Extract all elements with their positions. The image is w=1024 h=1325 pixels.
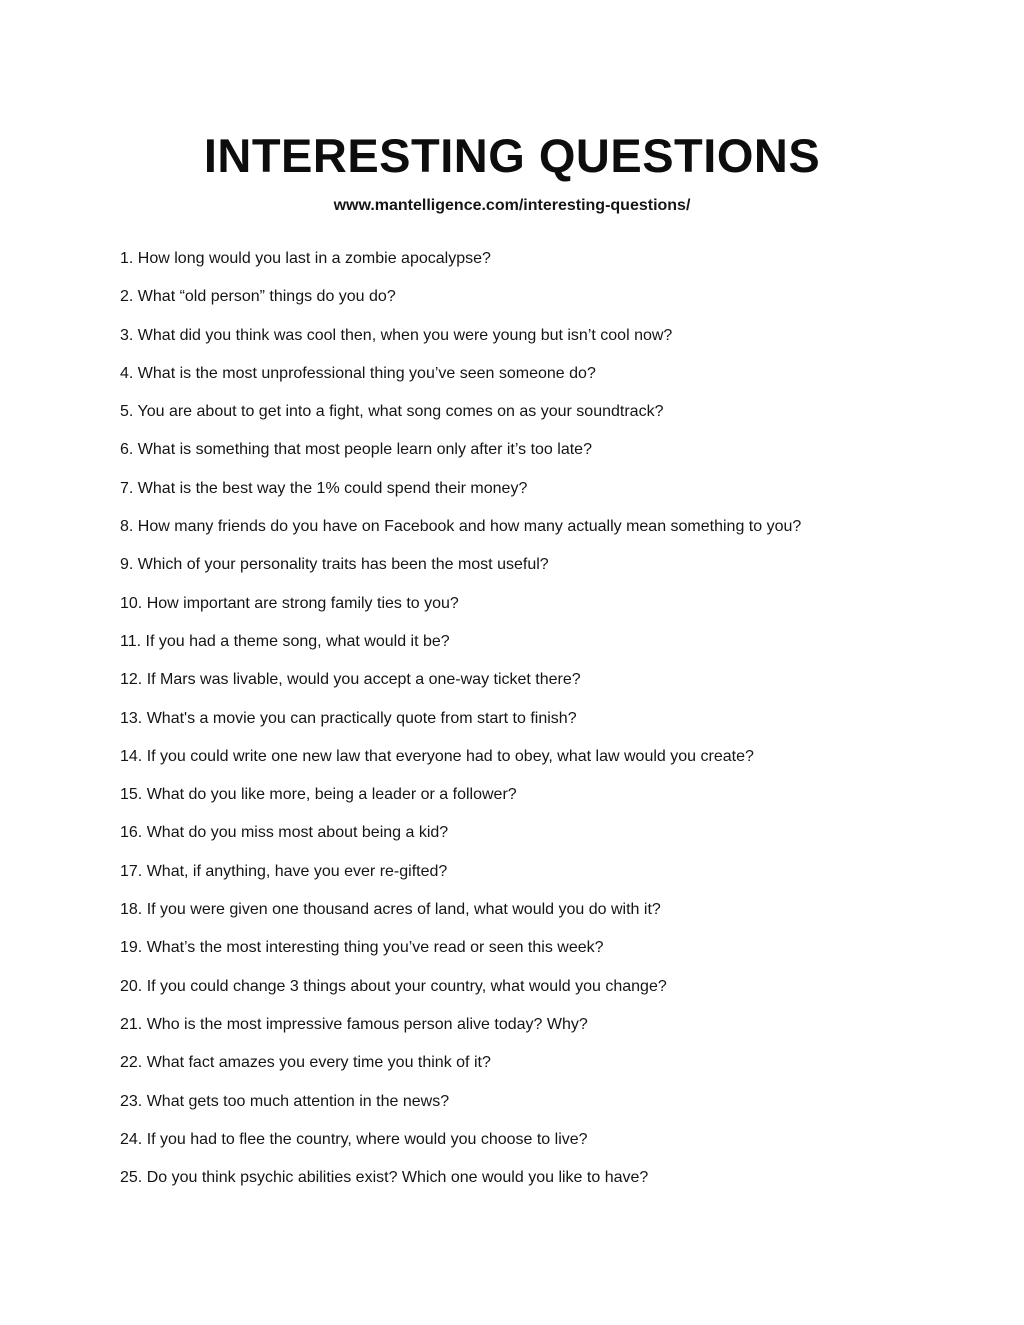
question-item: 11. If you had a theme song, what would it be? [120,632,450,650]
question-item: 23. What gets too much attention in the news? [120,1092,450,1110]
question-list [120,246,920,1203]
question-item: 4. What is the most unprofessional thing you’ve seen someone do? [120,364,596,382]
page-title: INTERESTING QUESTIONS [203,129,821,182]
question-item: 14. If you could write one new law that everyone had to obey, what law would you create? [120,747,754,765]
question-item: 25. Do you think psychic abilities exist? Which one would you like to have? [120,1169,649,1187]
question-item: 7. What is the best way the 1% could spend their money? [120,479,528,497]
question-item: 18. If you were given one thousand acres of land, what would you do with it? [120,901,661,919]
question-item: 13. What's a movie you can practically quote from start to finish? [120,709,577,727]
question-item: 20. If you could change 3 things about your country, what would you change? [120,977,667,995]
question-item: 12. If Mars was livable, would you accept a one-way ticket there? [120,671,581,689]
source-url: www.mantelligence.com/interesting-questions/ [333,197,691,214]
question-item: 19. What’s the most interesting thing you’ve read or seen this week? [120,939,604,957]
question-item: 3. What did you think was cool then, when you were young but isn’t cool now? [120,326,673,344]
question-item: 22. What fact amazes you every time you think of it? [120,1054,491,1072]
question-item: 24. If you had to flee the country, where would you choose to live? [120,1130,588,1148]
question-item: 1. How long would you last in a zombie apocalypse? [120,250,491,267]
question-item: 15. What do you like more, being a leader or a follower? [120,786,517,804]
question-item: 8. How many friends do you have on Facebook and how many actually mean something to you? [120,518,802,536]
question-item: 5. You are about to get into a fight, what song comes on as your soundtrack? [120,403,664,421]
question-item: 6. What is something that most people learn only after it’s too late? [120,441,592,459]
question-item: 21. Who is the most impressive famous person alive today? Why? [120,1015,588,1033]
question-item: 17. What, if anything, have you ever re-gifted? [120,862,448,880]
question-item: 10. How important are strong family ties to you? [120,594,459,612]
question-item: 9. Which of your personality traits has been the most useful? [120,556,549,574]
question-item: 16. What do you miss most about being a kid? [120,824,449,842]
question-item: 2. What “old person” things do you do? [120,288,396,306]
